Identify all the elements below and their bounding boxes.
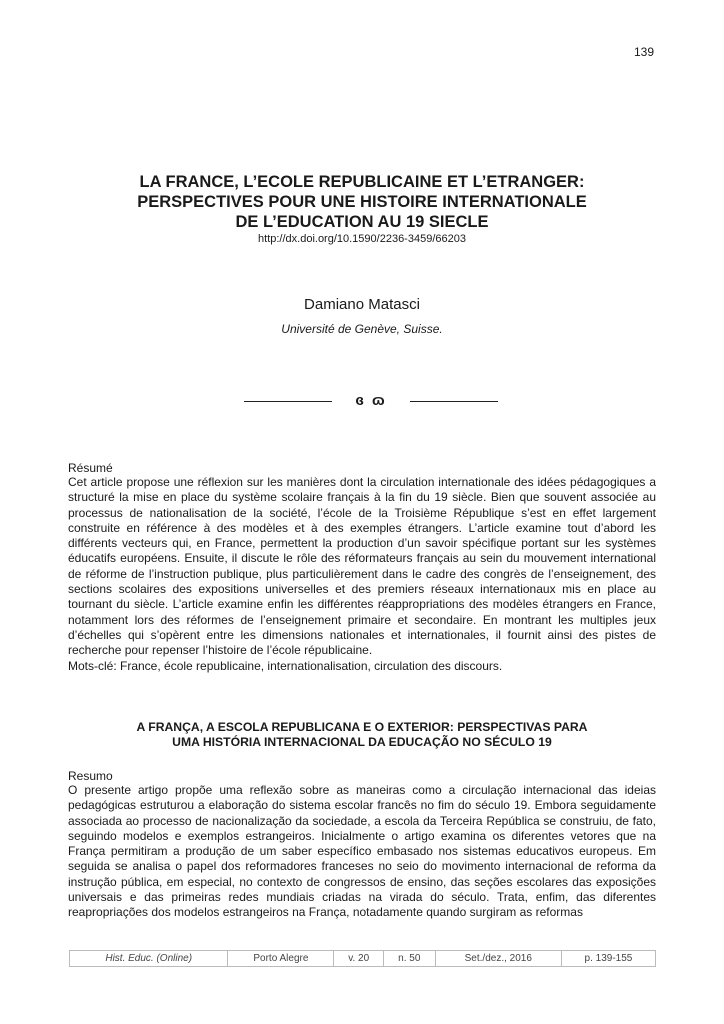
footer-city: Porto Alegre (228, 951, 334, 967)
article-title (70, 172, 654, 232)
page-number: 139 (633, 45, 654, 59)
resumo-section (68, 769, 656, 921)
resume-keywords: Mots-clé: France, école republicaine, internationalisation, circulation des discours. (68, 658, 503, 673)
ornament-rule-left (244, 401, 332, 402)
resumo-text: O presente artigo propõe uma reflexão sobre as maneiras como a circulação internacional das ideias pedagógicas estruturou a elaboração do sistema escolar francês no fim do século 19. Embora seguidamente associada ao processo de nacionalização da sociedade, a escola da Terceira República se construiu, de fato, seguindo modelos e exemplos estrangeiros. Inicialmente o artigo examina os diferentes vetores que na França permitiram a produção de um saber específico embasado nos sistemas educativos europeus. Em seguida se analisa o papel dos reformadores franceses no seio do movimento internacional de reforma da instrução pública, em especial, no contexto de congressos de ensino, das seções escolares das exposições universais e das primeiras redes mundiais criadas na virada do século. Trata, enfim, das diferentes reapropriações dos modelos estrangeiros na França, notadamente quando surgiram as reformas (68, 783, 656, 920)
title-line: PERSPECTIVES POUR UNE HISTOIRE INTERNATIONALE (137, 193, 587, 211)
resume-heading: Résumé (68, 461, 113, 475)
section-ornament (244, 392, 498, 412)
footer-pages: p. 139-155 (561, 951, 655, 967)
pt-title-line: UMA HISTÓRIA INTERNACIONAL DA EDUCAÇÃO NO SÉCULO 19 (172, 735, 552, 749)
portuguese-title (70, 720, 654, 750)
footer-volume: v. 20 (334, 951, 384, 967)
footer-date: Set./dez., 2016 (435, 951, 561, 967)
resumo-heading: Resumo (68, 769, 113, 783)
title-line: LA FRANCE, L’ECOLE REPUBLICAINE ET L’ETRANGER: (139, 173, 585, 191)
resume-text: Cet article propose une réflexion sur les manières dont la circulation internationale des idées pédagogiques a structuré la mise en place du système scolaire français à la fin du 19 siècle. Bien que souvent associée au processus de nationalisation de la société, l’école de la Troisième République s’est en effet largement construite en référence à des modèles et à des exemples étrangers. L’article examine tout d’abord les différents vecteurs qui, en France, permettent la production d’un savoir spécifique portant sur les systèmes éducatifs européens. Ensuite, il discute le rôle des réformateurs français au sein du mouvement international de réforme de l’instruction publique, plus particulièrement dans le cadre des congrès de l’enseignement, des sections scolaires des expositions universelles et des premiers réseaux internationaux mis en place au tournant du siècle. L’article examine enfin les différentes réappropriations des modèles étrangers en France, notamment lors des réformes de l’enseignement primaire et secondaire. En montrant les multiples jeux d’échelles qui s’opèrent entre les dimensions nationales et internationales, il fournit ainsi des pistes de recherche pour repenser l’histoire de l’école républicaine. (68, 475, 656, 658)
author-affiliation: Université de Genève, Suisse. (281, 322, 443, 336)
journal-footer (69, 950, 656, 967)
fleuron-icon: ɞ ɷ (355, 392, 387, 409)
pt-title-line: A FRANÇA, A ESCOLA REPUBLICANA E O EXTERIOR: PERSPECTIVAS PARA (136, 720, 588, 734)
title-line: DE L’EDUCATION AU 19 SIECLE (235, 213, 489, 231)
resume-section (68, 461, 656, 674)
ornament-rule-right (410, 401, 498, 402)
doi-link[interactable]: http://dx.doi.org/10.1590/2236-3459/66203 (258, 233, 466, 245)
footer-number: n. 50 (383, 951, 435, 967)
author-name: Damiano Matasci (304, 296, 420, 313)
footer-journal: Hist. Educ. (Online) (70, 951, 228, 967)
title-block (70, 172, 654, 245)
